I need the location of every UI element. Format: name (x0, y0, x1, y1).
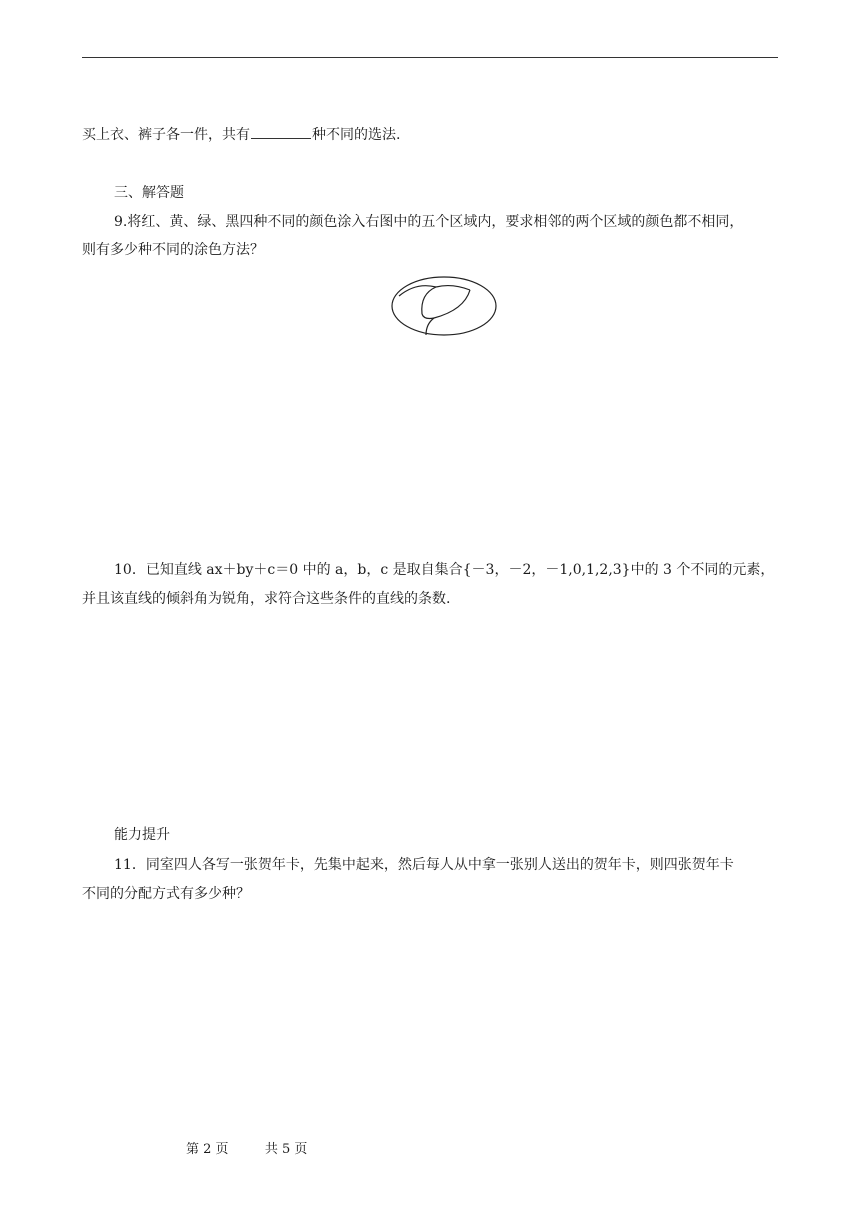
page-footer (186, 1138, 307, 1157)
section-heading-ability: 能力提升 (114, 827, 170, 843)
region-coloring-figure (390, 274, 498, 338)
question-9-line-2: 则有多少种不同的涂色方法？ (82, 242, 264, 258)
q8-text-before: 买上衣、裤子各一件，共有 (82, 127, 250, 143)
inner-arc-small (422, 314, 434, 319)
inner-arc-left (422, 287, 436, 314)
section-heading-solutions: 三、解答题 (114, 185, 184, 201)
question-10-line-2: 并且该直线的倾斜角为锐角，求符合这些条件的直线的条数. (82, 591, 451, 607)
q8-text-after: 种不同的选法. (312, 127, 401, 143)
question-8-continuation (82, 124, 400, 145)
question-9-line-1: 9.将红、黄、绿、黑四种不同的颜色涂入右图中的五个区域内，要求相邻的两个区域的颜色都不相同， (114, 214, 744, 230)
inner-arc-right (436, 286, 470, 290)
header-rule (82, 57, 778, 58)
inner-arc-lower (426, 290, 470, 335)
page-number: 第 2 页 (186, 1142, 229, 1157)
question-11-line-1: 11．同室四人各写一张贺年卡，先集中起来，然后每人从中拿一张别人送出的贺年卡，则四张贺年卡 (114, 857, 734, 873)
page-total: 共 5 页 (264, 1142, 308, 1157)
answer-blank (251, 124, 311, 139)
question-10-line-1: 10．已知直线 ax＋by＋c＝0 中的 a，b，c 是取自集合{－3，－2，－1,0,1,2,3}中的 3 个不同的元素， (114, 562, 775, 578)
question-11-line-2: 不同的分配方式有多少种？ (82, 886, 250, 902)
